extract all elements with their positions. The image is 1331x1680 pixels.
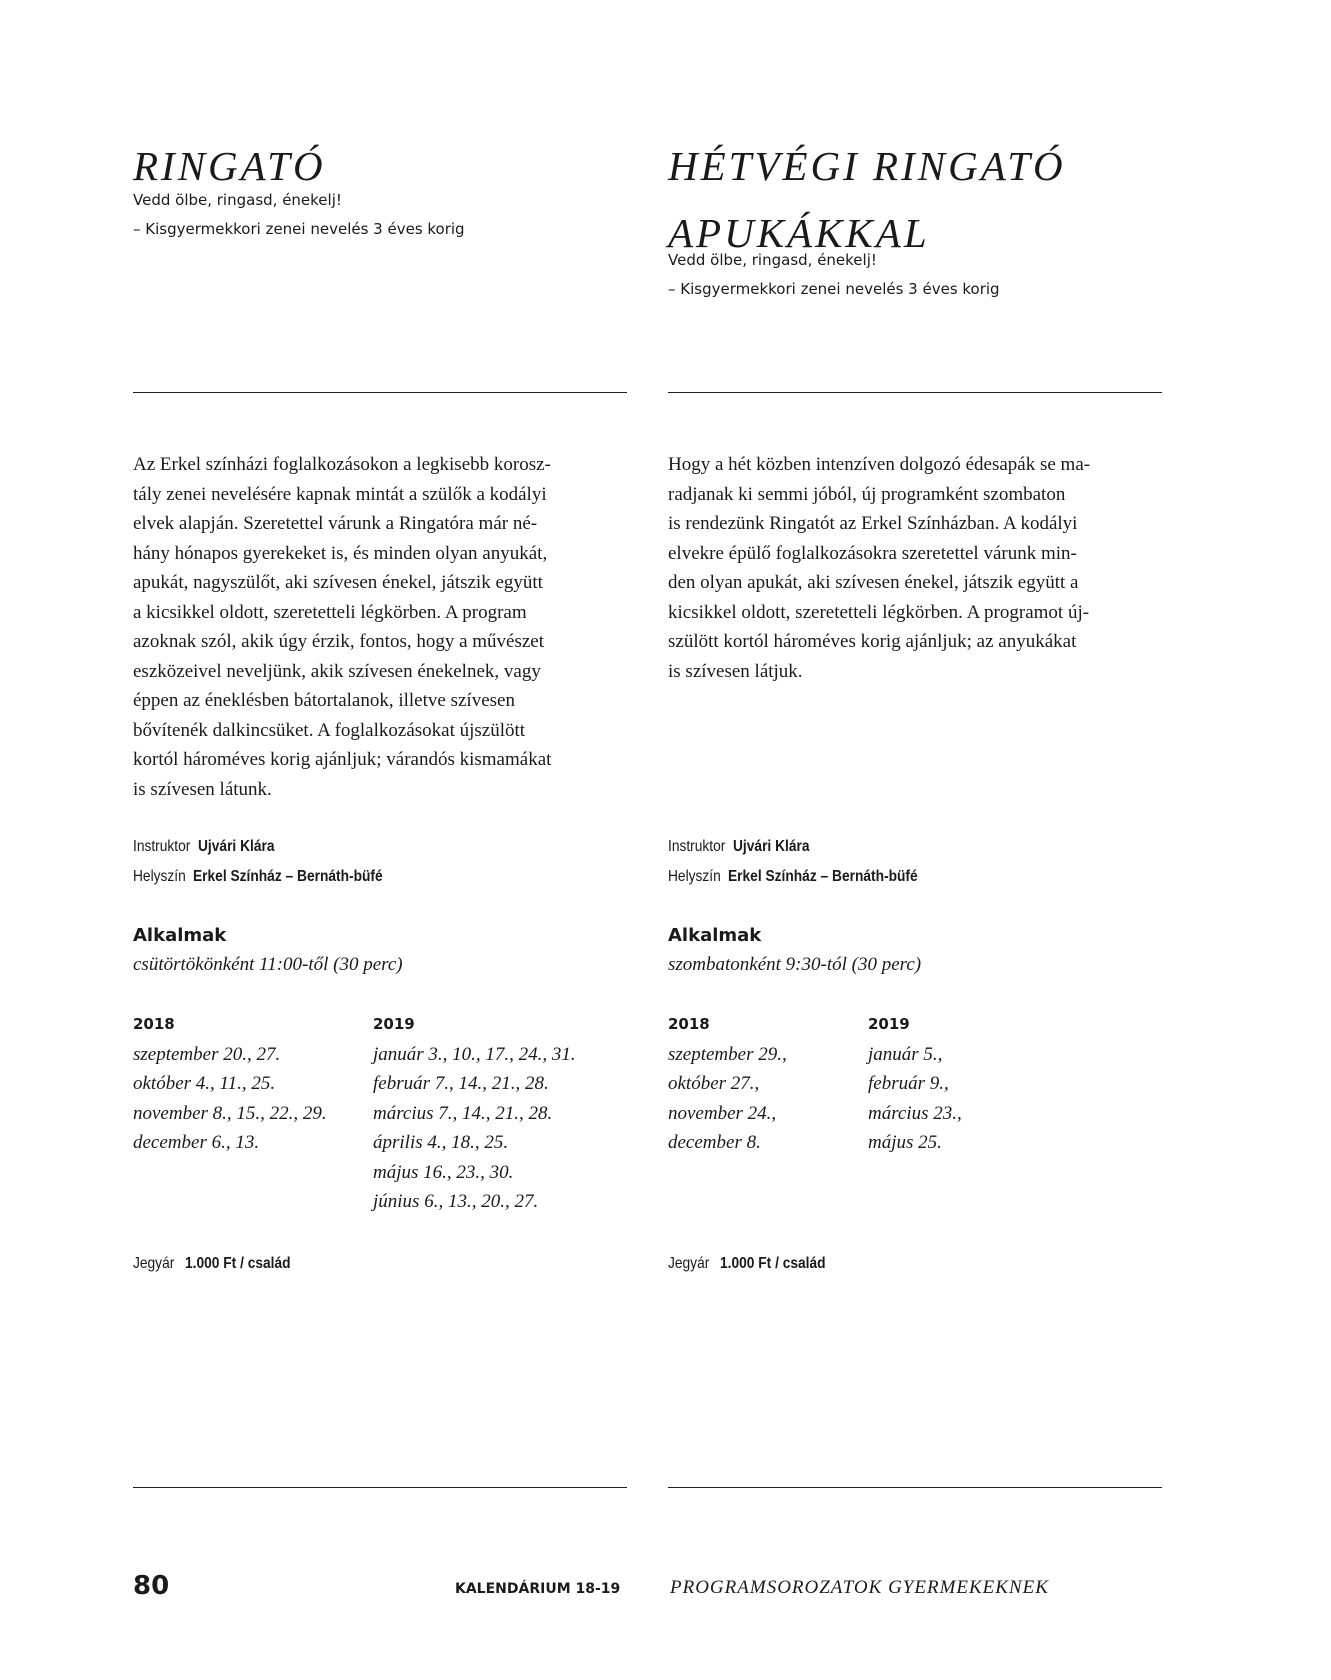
ticket-price (133, 1249, 308, 1278)
date-list (133, 1040, 327, 1158)
subtitle-line: – Kisgyermekkori zenei nevelés 3 éves korig (668, 280, 1000, 298)
occasions-heading: Alkalmak (668, 925, 762, 946)
subtitle-line: – Kisgyermekkori zenei nevelés 3 éves korig (133, 220, 465, 238)
date-line: június 6., 13., 20., 27. (373, 1191, 539, 1212)
divider (133, 1487, 627, 1488)
price-value: 1.000 Ft / család (720, 1255, 827, 1272)
text-line: Hogy a hét közben intenzíven dolgozó édesapák se ma- (668, 454, 1091, 475)
occasions-heading: Alkalmak (133, 925, 227, 946)
date-line: november 8., 15., 22., 29. (133, 1102, 327, 1124)
program-info (668, 832, 948, 891)
date-line: január 5., (868, 1043, 943, 1065)
dates-2018 (668, 1010, 787, 1158)
text-line: is rendezünk Ringatót az Erkel Színházban. A kodályi (668, 513, 1078, 534)
date-line: október 27., (668, 1073, 760, 1094)
date-line: február 9., (868, 1073, 949, 1094)
program-description (668, 450, 1162, 686)
venue-name: Erkel Színház – Bernáth-büfé (727, 867, 918, 885)
venue-row (668, 862, 948, 892)
subtitle-line: Vedd ölbe, ringasd, énekelj! (668, 251, 877, 269)
instructor-label: Instruktor (668, 838, 726, 855)
text-line: den olyan apukát, aki szívesen énekel, játszik együtt a (668, 572, 1079, 593)
date-line: november 24., (668, 1102, 777, 1124)
text-line: Az Erkel színházi foglalkozásokon a legkisebb korosz- (133, 454, 551, 475)
date-line: április 4., 18., 25. (373, 1132, 509, 1153)
dates-2018 (133, 1010, 327, 1158)
text-line: is szívesen látunk. (133, 778, 272, 800)
text-line: elvek alapján. Szeretettel várunk a Ringatóra már né- (133, 513, 538, 534)
date-line: január 3., 10., 17., 24., 31. (373, 1043, 576, 1065)
text-line: eszközeivel neveljünk, akik szívesen énekelnek, vagy (133, 660, 541, 682)
section-title: PROGRAMSOROZATOK GYERMEKEKNEK (670, 1577, 1049, 1598)
text-line: tály zenei nevelésére kapnak mintát a szülők a kodályi (133, 483, 547, 505)
divider (668, 392, 1162, 393)
text-line: éppen az éneklésben bátortalanok, illetve szívesen (133, 690, 515, 711)
subtitle-line: Vedd ölbe, ringasd, énekelj! (133, 191, 342, 209)
program-info (133, 832, 413, 891)
date-list (868, 1040, 962, 1158)
year-heading: 2018 (133, 1015, 175, 1033)
text-line: azoknak szól, akik úgy érzik, fontos, hogy a művészet (133, 631, 545, 652)
price-label: Jegyár (668, 1255, 710, 1272)
price-value: 1.000 Ft / család (185, 1255, 292, 1272)
program-description (133, 450, 627, 804)
date-line: szeptember 29., (668, 1043, 787, 1065)
occasions-time: szombatonként 9:30-tól (30 perc) (668, 954, 922, 975)
title-line: RINGATÓ (133, 143, 326, 189)
year-heading: 2019 (373, 1015, 415, 1033)
instructor-row (668, 832, 948, 862)
title-line: HÉTVÉGI RINGATÓ (668, 143, 1066, 189)
year-heading: 2018 (668, 1015, 710, 1033)
venue-name: Erkel Színház – Bernáth-büfé (192, 867, 383, 885)
venue-label: Helyszín (668, 867, 721, 885)
text-line: is szívesen látjuk. (668, 660, 803, 682)
text-line: szülött kortól hároméves korig ajánljuk; az anyukákat (668, 631, 1077, 652)
date-line: március 23., (868, 1102, 962, 1124)
program-subtitle (668, 246, 1000, 304)
venue-row (133, 862, 413, 892)
instructor-name: Ujvári Klára (733, 838, 810, 855)
venue-label: Helyszín (133, 867, 186, 885)
date-line: február 7., 14., 21., 28. (373, 1073, 549, 1094)
instructor-label: Instruktor (133, 838, 191, 855)
ticket-price (668, 1249, 843, 1278)
date-line: március 7., 14., 21., 28. (373, 1102, 553, 1124)
text-line: kortól hároméves korig ajánljuk; várandós kismamákat (133, 749, 552, 770)
dates-2019 (868, 1010, 962, 1158)
text-line: a kicsikkel oldott, szeretetteli légkörben. A program (133, 601, 527, 623)
dates-2019 (373, 1010, 576, 1217)
text-line: radjanak ki semmi jóból, új programként szombaton (668, 483, 1066, 505)
divider (133, 392, 627, 393)
instructor-row (133, 832, 413, 862)
text-line: elvekre épülő foglalkozásokra szeretettel várunk min- (668, 542, 1077, 564)
instructor-name: Ujvári Klára (198, 838, 275, 855)
occasions-time: csütörtökönként 11:00-től (30 perc) (133, 954, 403, 975)
date-line: december 6., 13. (133, 1132, 260, 1153)
divider (668, 1487, 1162, 1488)
date-list (668, 1040, 787, 1158)
text-line: apukát, nagyszülőt, aki szívesen énekel, játszik együtt (133, 572, 543, 593)
date-line: október 4., 11., 25. (133, 1073, 276, 1094)
text-line: hány hónapos gyerekeket is, és minden olyan anyukát, (133, 542, 548, 564)
year-heading: 2019 (868, 1015, 910, 1033)
date-line: május 16., 23., 30. (373, 1161, 514, 1183)
text-line: kicsikkel oldott, szeretetteli légkörben. A programot új- (668, 601, 1090, 623)
date-line: május 25. (868, 1132, 942, 1153)
date-list (373, 1040, 576, 1217)
text-line: bővítenék dalkincsüket. A foglalkozásokat újszülött (133, 719, 526, 741)
title-line: APUKÁKKAL (668, 210, 930, 256)
page-number: 80 (133, 1571, 170, 1601)
date-line: december 8. (668, 1132, 761, 1153)
publication-name: KALENDÁRIUM 18-19 (455, 1581, 621, 1597)
price-label: Jegyár (133, 1255, 175, 1272)
date-line: szeptember 20., 27. (133, 1043, 281, 1065)
program-subtitle (133, 186, 465, 244)
